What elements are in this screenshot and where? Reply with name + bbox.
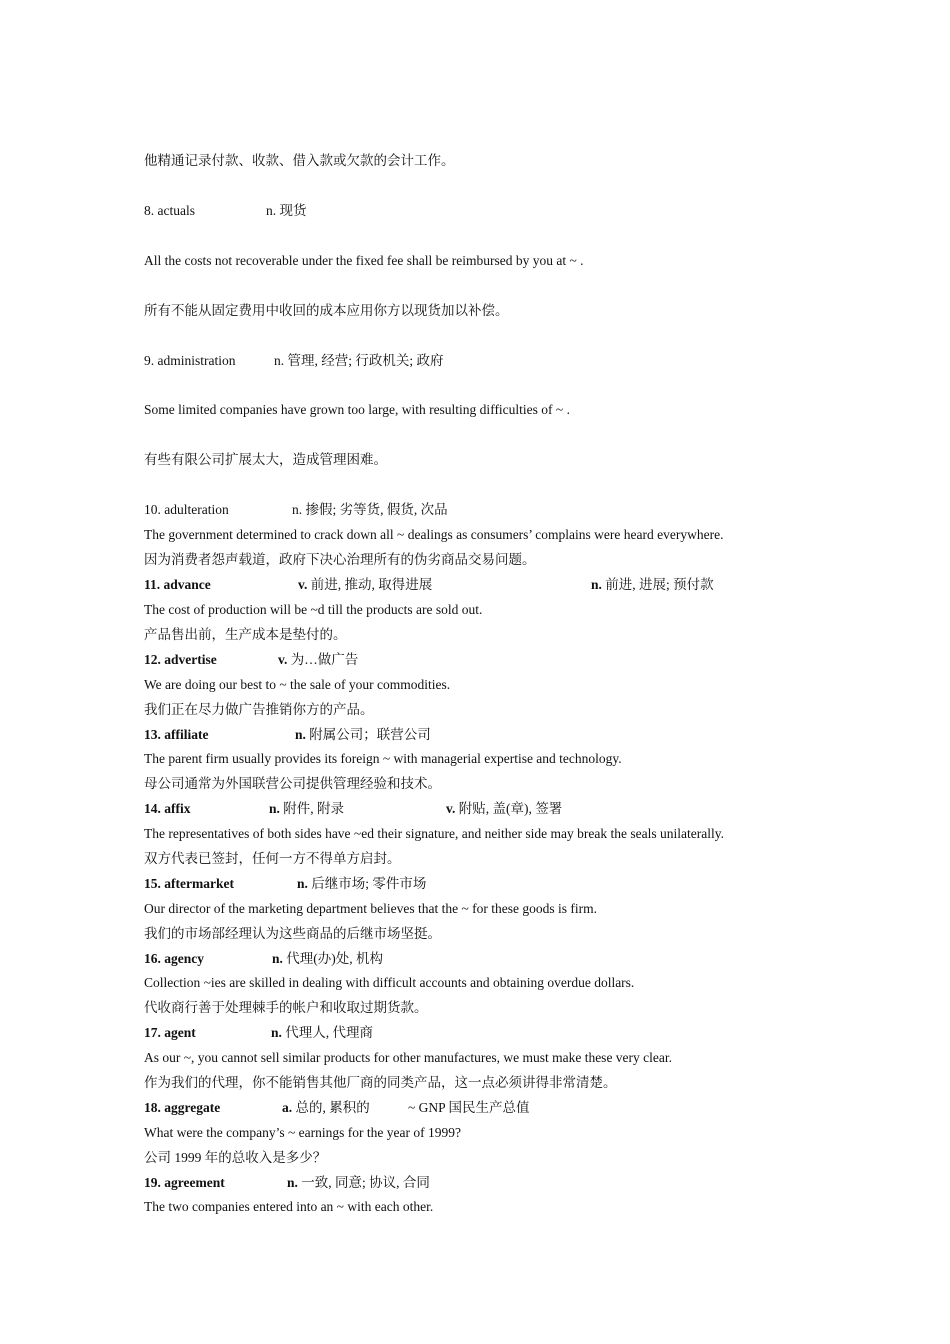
entry-16	[144, 950, 384, 968]
entry-pos: n.	[287, 1175, 298, 1190]
entry-14	[144, 800, 563, 818]
entry-definition: 为…做广告	[287, 652, 359, 667]
entry-pos: n.	[271, 1025, 282, 1040]
example-translation: 有些有限公司扩展太大，造成管理困难。	[144, 452, 387, 467]
entry-definition: 附属公司；联营公司	[305, 727, 431, 742]
entry-term: 11. advance	[144, 577, 211, 592]
example-sentence: As our ~, you cannot sell similar products for other manufactures, we must make these very clear.	[144, 1050, 673, 1065]
example-sentence: Some limited companies have grown too large, with resulting difficulties of ~ .	[144, 402, 570, 417]
entry-11	[144, 576, 714, 594]
entry-example-term: ~ GNP 国民生产总值	[408, 1100, 530, 1115]
entry-pos: n.	[297, 876, 308, 891]
entry-definition: 代理人, 代理商	[281, 1025, 374, 1040]
example-sentence: We are doing our best to ~ the sale of your commodities.	[144, 677, 451, 692]
example-sentence: The two companies entered into an ~ with each other.	[144, 1199, 434, 1214]
entry-pos: v.	[298, 577, 308, 592]
example-translation: 产品售出前，生产成本是垫付的。	[144, 627, 347, 642]
entry-term: 15. aftermarket	[144, 876, 234, 891]
entry-term: 17. agent	[144, 1025, 196, 1040]
entry-term: 18. aggregate	[144, 1100, 221, 1115]
example-translation: 母公司通常为外国联营公司提供管理经验和技术。	[144, 776, 441, 791]
entry-definition: 后继市场; 零件市场	[307, 876, 427, 891]
example-translation: 因为消费者怨声载道，政府下决心治理所有的伪劣商品交易问题。	[144, 552, 536, 567]
example-translation: 公司 1999 年的总收入是多少？	[144, 1150, 327, 1165]
entry-definition: n. 现货	[266, 203, 307, 218]
entry-definition: n. 管理, 经营; 行政机关; 政府	[274, 353, 444, 368]
example-sentence: The representatives of both sides have ~ed their signature, and neither side may break the seals unilaterally.	[144, 826, 724, 841]
example-translation: 他精通记录付款、收款、借入款或欠款的会计工作。	[144, 153, 455, 168]
example-translation: 所有不能从固定费用中收回的成本应用你方以现货加以补偿。	[144, 303, 509, 318]
entry-13	[144, 726, 431, 744]
entry-definition: 前进, 进展; 预付款	[601, 577, 714, 592]
entry-term: 8. actuals	[144, 203, 195, 218]
example-sentence: Our director of the marketing department believes that the ~ for these goods is firm.	[144, 901, 598, 916]
entry-definition: 代理(办)处, 机构	[282, 951, 384, 966]
entry-pos: n.	[269, 801, 280, 816]
entry-definition: 一致, 同意; 协议, 合同	[297, 1175, 430, 1190]
entry-pos: v.	[278, 652, 288, 667]
example-sentence: The parent firm usually provides its foreign ~ with managerial expertise and technology.	[144, 751, 622, 766]
entry-term: 13. affiliate	[144, 727, 209, 742]
example-translation: 我们的市场部经理认为这些商品的后继市场坚挺。	[144, 926, 441, 941]
entry-18	[144, 1099, 530, 1117]
entry-term: 16. agency	[144, 951, 204, 966]
example-translation: 代收商行善于处理棘手的帐户和收取过期货款。	[144, 1000, 428, 1015]
entry-term: 10. adulteration	[144, 502, 229, 517]
entry-pos: a.	[282, 1100, 293, 1115]
entry-pos: v.	[446, 801, 456, 816]
entry-term: 19. agreement	[144, 1175, 225, 1190]
entry-term: 14. affix	[144, 801, 191, 816]
example-sentence: The government determined to crack down all ~ dealings as consumers’ complains were heard everywhere.	[144, 527, 724, 542]
example-translation: 双方代表已签封，任何一方不得单方启封。	[144, 851, 401, 866]
entry-17	[144, 1024, 374, 1042]
entry-15	[144, 875, 427, 893]
entry-19	[144, 1174, 430, 1192]
entry-term: 12. advertise	[144, 652, 217, 667]
entry-9	[144, 352, 444, 370]
entry-definition: n. 掺假; 劣等货, 假货, 次品	[292, 502, 448, 517]
example-translation: 我们正在尽力做广告推销你方的产品。	[144, 702, 374, 717]
entry-definition: 附件, 附录	[279, 801, 345, 816]
example-sentence: Collection ~ies are skilled in dealing with difficult accounts and obtaining overdue dollars.	[144, 975, 635, 990]
example-sentence: All the costs not recoverable under the fixed fee shall be reimbursed by you at ~ .	[144, 253, 584, 268]
entry-definition: 附贴, 盖(章), 签署	[455, 801, 563, 816]
entry-definition: 总的, 累积的	[292, 1100, 370, 1115]
entry-12	[144, 651, 359, 669]
example-translation: 作为我们的代理，你不能销售其他厂商的同类产品，这一点必须讲得非常清楚。	[144, 1075, 617, 1090]
example-sentence: The cost of production will be ~d till the products are sold out.	[144, 602, 483, 617]
example-sentence: What were the company’s ~ earnings for the year of 1999?	[144, 1125, 461, 1140]
entry-pos: n.	[591, 577, 602, 592]
entry-pos: n.	[272, 951, 283, 966]
entry-8	[144, 202, 307, 220]
entry-term: 9. administration	[144, 353, 236, 368]
entry-10	[144, 501, 448, 519]
entry-pos: n.	[295, 727, 306, 742]
entry-definition: 前进, 推动, 取得进展	[307, 577, 433, 592]
